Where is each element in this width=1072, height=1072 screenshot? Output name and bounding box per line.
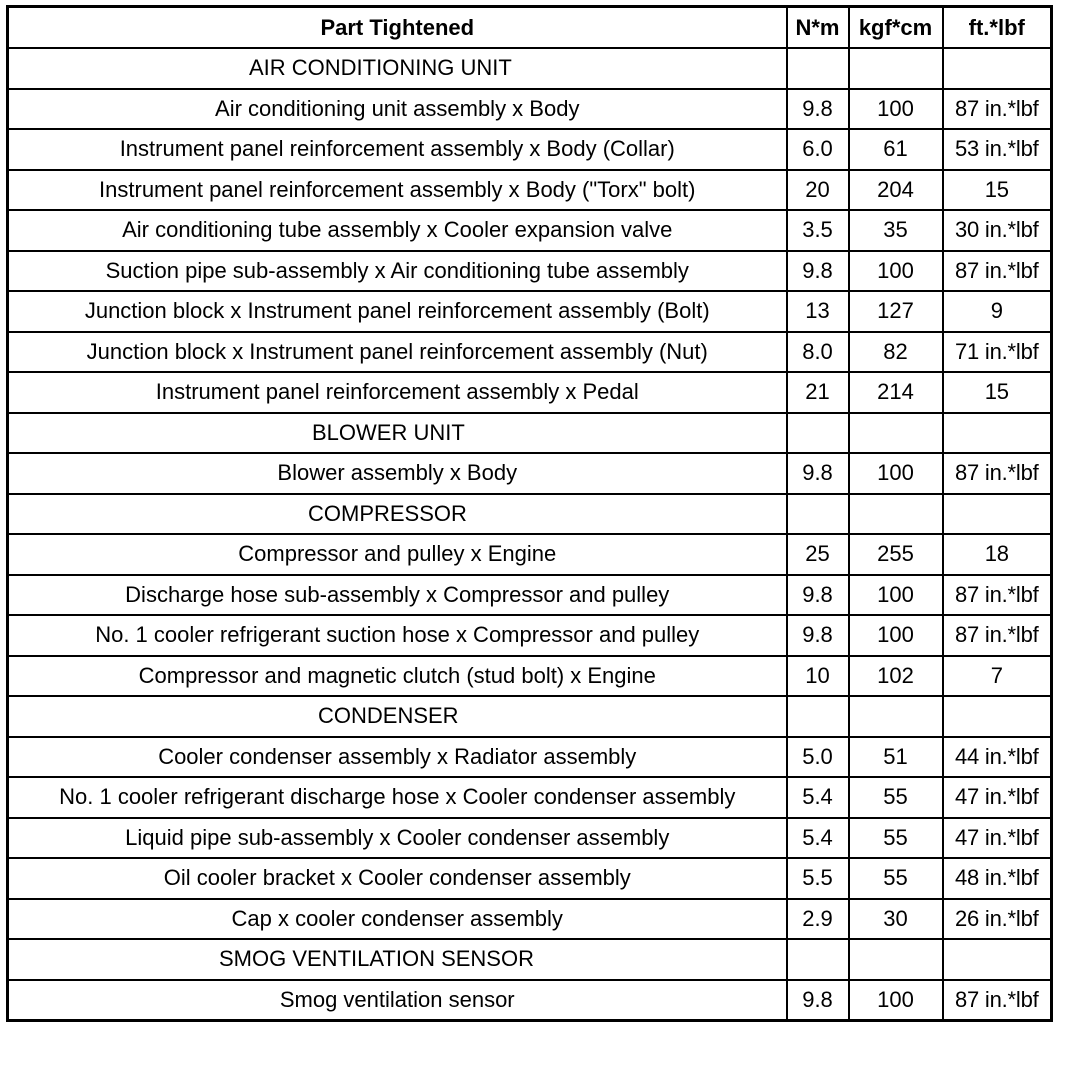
ft-lbf-cell: 9 (943, 291, 1052, 332)
part-tightened-cell: Instrument panel reinforcement assembly x Pedal (8, 372, 787, 413)
part-tightened-cell: Junction block x Instrument panel reinforcement assembly (Nut) (8, 332, 787, 373)
ft-lbf-cell: 87 in.*lbf (943, 251, 1052, 292)
newton-meter-cell: 2.9 (787, 899, 849, 940)
newton-meter-cell: 9.8 (787, 615, 849, 656)
part-tightened-cell: Oil cooler bracket x Cooler condenser assembly (8, 858, 787, 899)
newton-meter-cell: 9.8 (787, 453, 849, 494)
newton-meter-cell: 13 (787, 291, 849, 332)
header-ft-lbf: ft.*lbf (943, 7, 1052, 49)
table-row (8, 129, 1052, 170)
ft-lbf-cell: 18 (943, 534, 1052, 575)
kgf-cm-cell: 30 (849, 899, 943, 940)
table-row (8, 615, 1052, 656)
table-row (8, 858, 1052, 899)
ft-lbf-cell: 87 in.*lbf (943, 453, 1052, 494)
table-row (8, 777, 1052, 818)
newton-meter-cell: 5.4 (787, 777, 849, 818)
part-tightened-cell: No. 1 cooler refrigerant discharge hose x Cooler condenser assembly (8, 777, 787, 818)
ft-lbf-cell: 48 in.*lbf (943, 858, 1052, 899)
newton-meter-cell: 6.0 (787, 129, 849, 170)
ft-lbf-cell: 44 in.*lbf (943, 737, 1052, 778)
newton-meter-cell: 9.8 (787, 251, 849, 292)
ft-lbf-cell: 71 in.*lbf (943, 332, 1052, 373)
header-newton-meter: N*m (787, 7, 849, 49)
table-row (8, 737, 1052, 778)
section-heading-label: SMOG VENTILATION SENSOR (219, 946, 534, 972)
newton-meter-cell: 5.5 (787, 858, 849, 899)
newton-meter-cell (787, 696, 849, 737)
part-tightened-cell: Cap x cooler condenser assembly (8, 899, 787, 940)
ft-lbf-cell: 15 (943, 170, 1052, 211)
kgf-cm-cell: 255 (849, 534, 943, 575)
ft-lbf-cell: 87 in.*lbf (943, 575, 1052, 616)
section-row (8, 494, 1052, 535)
kgf-cm-cell: 55 (849, 858, 943, 899)
table-row (8, 818, 1052, 859)
newton-meter-cell: 9.8 (787, 575, 849, 616)
table-row (8, 251, 1052, 292)
kgf-cm-cell: 100 (849, 615, 943, 656)
table-row (8, 210, 1052, 251)
newton-meter-cell: 8.0 (787, 332, 849, 373)
kgf-cm-cell (849, 939, 943, 980)
kgf-cm-cell: 82 (849, 332, 943, 373)
ft-lbf-cell: 87 in.*lbf (943, 980, 1052, 1021)
ft-lbf-cell (943, 939, 1052, 980)
section-heading (8, 48, 787, 89)
ft-lbf-cell: 7 (943, 656, 1052, 697)
kgf-cm-cell: 61 (849, 129, 943, 170)
table-row (8, 534, 1052, 575)
section-row (8, 48, 1052, 89)
table-row (8, 980, 1052, 1021)
header-part-tightened: Part Tightened (8, 7, 787, 49)
table-row (8, 656, 1052, 697)
newton-meter-cell (787, 413, 849, 454)
kgf-cm-cell: 127 (849, 291, 943, 332)
newton-meter-cell: 3.5 (787, 210, 849, 251)
kgf-cm-cell: 55 (849, 818, 943, 859)
part-tightened-cell: Suction pipe sub-assembly x Air conditioning tube assembly (8, 251, 787, 292)
kgf-cm-cell: 100 (849, 89, 943, 130)
table-row (8, 332, 1052, 373)
part-tightened-cell: Compressor and magnetic clutch (stud bolt) x Engine (8, 656, 787, 697)
header-kgf-cm: kgf*cm (849, 7, 943, 49)
table-row (8, 372, 1052, 413)
kgf-cm-cell: 51 (849, 737, 943, 778)
part-tightened-cell: No. 1 cooler refrigerant suction hose x Compressor and pulley (8, 615, 787, 656)
part-tightened-cell: Air conditioning tube assembly x Cooler expansion valve (8, 210, 787, 251)
kgf-cm-cell: 204 (849, 170, 943, 211)
section-heading-label: BLOWER UNIT (312, 419, 465, 445)
kgf-cm-cell: 102 (849, 656, 943, 697)
newton-meter-cell: 25 (787, 534, 849, 575)
kgf-cm-cell: 214 (849, 372, 943, 413)
ft-lbf-cell: 15 (943, 372, 1052, 413)
newton-meter-cell: 5.4 (787, 818, 849, 859)
ft-lbf-cell: 26 in.*lbf (943, 899, 1052, 940)
ft-lbf-cell: 47 in.*lbf (943, 818, 1052, 859)
ft-lbf-cell (943, 48, 1052, 89)
section-row (8, 939, 1052, 980)
ft-lbf-cell: 53 in.*lbf (943, 129, 1052, 170)
table-header (8, 7, 1052, 49)
table-row (8, 291, 1052, 332)
part-tightened-cell: Compressor and pulley x Engine (8, 534, 787, 575)
table-row (8, 170, 1052, 211)
header-row (8, 7, 1052, 49)
section-heading-label: COMPRESSOR (308, 500, 467, 526)
ft-lbf-cell: 47 in.*lbf (943, 777, 1052, 818)
section-heading (8, 494, 787, 535)
part-tightened-cell: Cooler condenser assembly x Radiator assembly (8, 737, 787, 778)
torque-specification-table (6, 5, 1053, 1022)
section-heading (8, 939, 787, 980)
kgf-cm-cell: 100 (849, 980, 943, 1021)
kgf-cm-cell: 100 (849, 251, 943, 292)
ft-lbf-cell: 30 in.*lbf (943, 210, 1052, 251)
table-row (8, 899, 1052, 940)
kgf-cm-cell: 100 (849, 453, 943, 494)
kgf-cm-cell: 35 (849, 210, 943, 251)
kgf-cm-cell (849, 413, 943, 454)
ft-lbf-cell (943, 494, 1052, 535)
kgf-cm-cell (849, 494, 943, 535)
part-tightened-cell: Liquid pipe sub-assembly x Cooler condenser assembly (8, 818, 787, 859)
section-heading-label: CONDENSER (318, 703, 459, 729)
table-row (8, 89, 1052, 130)
section-heading (8, 696, 787, 737)
newton-meter-cell (787, 939, 849, 980)
part-tightened-cell: Junction block x Instrument panel reinforcement assembly (Bolt) (8, 291, 787, 332)
kgf-cm-cell: 55 (849, 777, 943, 818)
newton-meter-cell: 9.8 (787, 89, 849, 130)
kgf-cm-cell (849, 48, 943, 89)
newton-meter-cell: 21 (787, 372, 849, 413)
part-tightened-cell: Smog ventilation sensor (8, 980, 787, 1021)
part-tightened-cell: Blower assembly x Body (8, 453, 787, 494)
part-tightened-cell: Instrument panel reinforcement assembly x Body (Collar) (8, 129, 787, 170)
newton-meter-cell (787, 48, 849, 89)
ft-lbf-cell: 87 in.*lbf (943, 89, 1052, 130)
table-body (8, 48, 1052, 1021)
newton-meter-cell: 9.8 (787, 980, 849, 1021)
part-tightened-cell: Air conditioning unit assembly x Body (8, 89, 787, 130)
newton-meter-cell: 10 (787, 656, 849, 697)
part-tightened-cell: Discharge hose sub-assembly x Compressor and pulley (8, 575, 787, 616)
table-row (8, 575, 1052, 616)
newton-meter-cell (787, 494, 849, 535)
ft-lbf-cell (943, 413, 1052, 454)
section-row (8, 413, 1052, 454)
newton-meter-cell: 5.0 (787, 737, 849, 778)
section-heading-label: AIR CONDITIONING UNIT (249, 55, 512, 81)
newton-meter-cell: 20 (787, 170, 849, 211)
table-row (8, 453, 1052, 494)
section-row (8, 696, 1052, 737)
kgf-cm-cell: 100 (849, 575, 943, 616)
ft-lbf-cell (943, 696, 1052, 737)
ft-lbf-cell: 87 in.*lbf (943, 615, 1052, 656)
part-tightened-cell: Instrument panel reinforcement assembly x Body ("Torx" bolt) (8, 170, 787, 211)
kgf-cm-cell (849, 696, 943, 737)
section-heading (8, 413, 787, 454)
